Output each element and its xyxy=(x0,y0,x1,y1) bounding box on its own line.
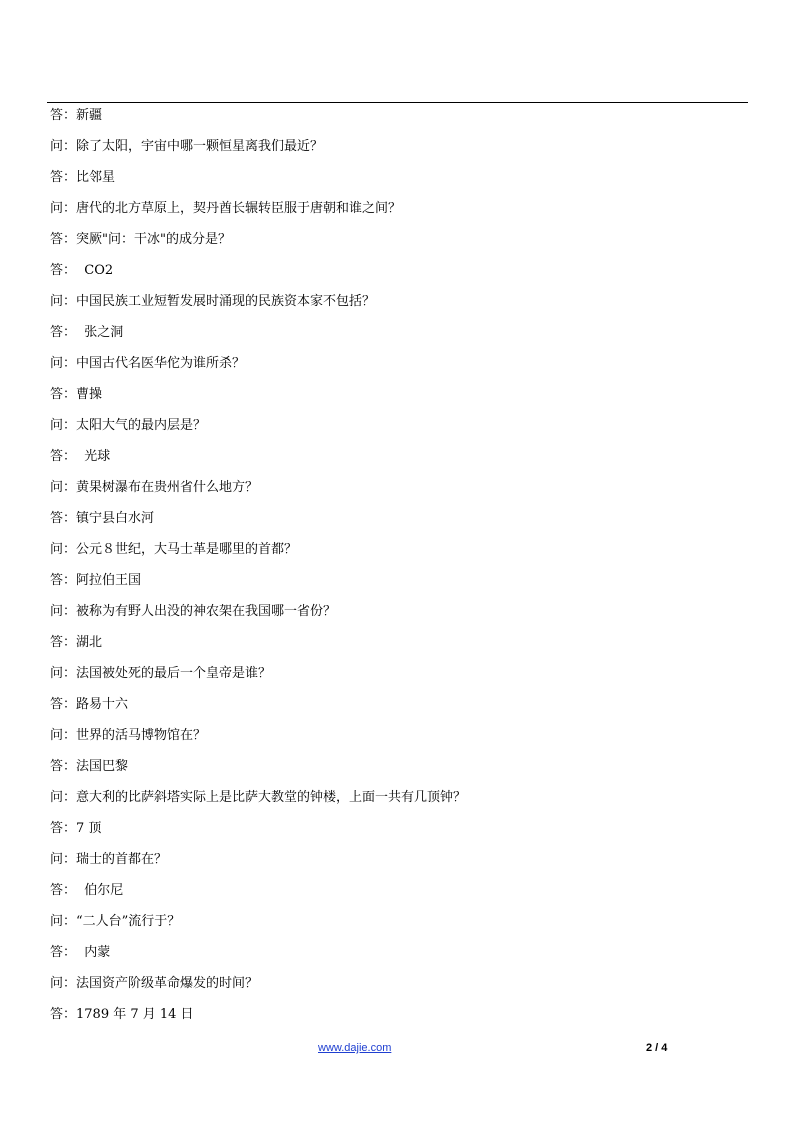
answer-line: 答：曹操 xyxy=(50,387,103,402)
question-line: 问：唐代的北方草原上，契丹酋长辗转臣服于唐朝和谁之间？ xyxy=(50,201,402,216)
question-line: 问：被称为有野人出没的神农架在我国哪一省份？ xyxy=(50,604,337,619)
answer-line: 答：镇宁县白水河 xyxy=(50,511,155,526)
qa-list xyxy=(50,104,740,1034)
page-number: 2 / 4 xyxy=(646,1042,668,1054)
question-line: 问：太阳大气的最内层是？ xyxy=(50,418,207,433)
question-line: 问：瑞士的首都在？ xyxy=(50,852,168,867)
answer-line: 答： 伯尔尼 xyxy=(50,883,124,898)
answer-line: 答：新疆 xyxy=(50,108,103,123)
question-line: 问：中国古代名医华佗为谁所杀？ xyxy=(50,356,246,371)
question-line: 问：除了太阳，宇宙中哪一颗恒星离我们最近？ xyxy=(50,139,324,154)
question-line: 问：黄果树瀑布在贵州省什么地方？ xyxy=(50,480,259,495)
question-line: 问：意大利的比萨斜塔实际上是比萨大教堂的钟楼，上面一共有几顶钟？ xyxy=(50,790,467,805)
answer-line: 答：湖北 xyxy=(50,635,103,650)
answer-line: 答：阿拉伯王国 xyxy=(50,573,142,588)
question-line: 问：公元８世纪，大马士革是哪里的首都？ xyxy=(50,542,298,557)
answer-line: 答：比邻星 xyxy=(50,170,116,185)
answer-line: 答：7 顶 xyxy=(50,821,102,836)
page-footer xyxy=(0,1042,794,1058)
question-line: 问：法国被处死的最后一个皇帝是谁？ xyxy=(50,666,272,681)
answer-line: 答： 内蒙 xyxy=(50,945,111,960)
question-line: 问：法国资产阶级革命爆发的时间？ xyxy=(50,976,259,991)
answer-line: 答： 张之洞 xyxy=(50,325,124,340)
answer-line: 答：法国巴黎 xyxy=(50,759,129,774)
footer-link[interactable]: www.dajie.com xyxy=(318,1042,392,1054)
answer-line: 答：1789 年 7 月 14 日 xyxy=(50,1007,194,1022)
header-rule xyxy=(47,102,748,103)
answer-line: 答： CO2 xyxy=(50,263,114,278)
answer-line: 答： 光球 xyxy=(50,449,111,464)
question-line: 问：“二人台”流行于？ xyxy=(50,914,181,929)
question-line: 问：世界的活马博物馆在？ xyxy=(50,728,207,743)
answer-line: 答：突厥"问：干冰"的成分是？ xyxy=(50,232,231,247)
question-line: 问：中国民族工业短暂发展时涌现的民族资本家不包括？ xyxy=(50,294,376,309)
answer-line: 答：路易十六 xyxy=(50,697,129,712)
